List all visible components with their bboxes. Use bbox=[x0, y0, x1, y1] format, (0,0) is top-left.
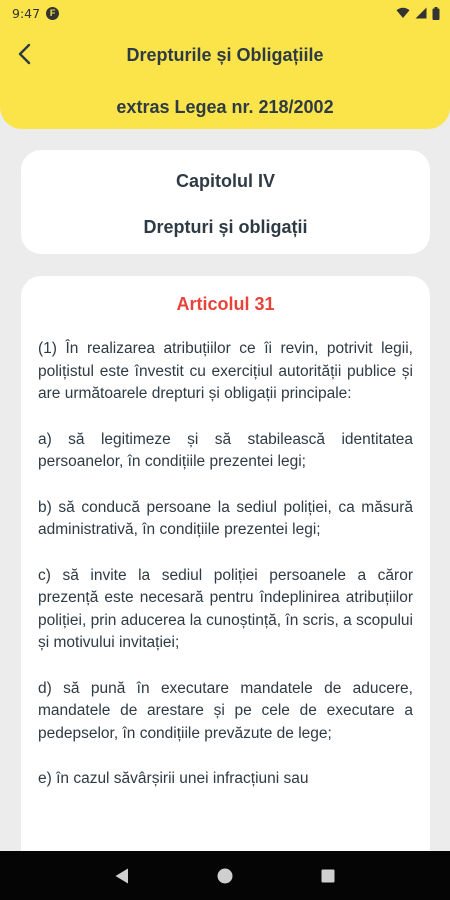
status-time: 9:47 bbox=[12, 5, 41, 21]
app-header bbox=[0, 26, 450, 129]
article-paragraph: a) să legitimeze și să stabilească identitatea persoanelor, în condițiile prezentei legi; bbox=[38, 430, 413, 470]
article-paragraph: (1) În realizarea atribuțiilor ce îi revin, potrivit legii, polițistul este învestit cu exercițiul autorității publice și are următoarele drepturi și obligații principale: bbox=[38, 340, 413, 402]
article-paragraph: d) să pună în executare mandatele de aducere, mandatele de arestare și pe cele de executare a pedepselor, în condițiile prevăzute de lege; bbox=[38, 679, 413, 742]
page-title: Drepturile și Obligațiile bbox=[126, 45, 324, 65]
battery-icon bbox=[432, 7, 440, 20]
article-paragraph: b) să conducă persoane la sediul poliției, ca măsură administrativă, în condițiile prezentei legi; bbox=[38, 498, 413, 538]
chapter-card bbox=[21, 150, 430, 254]
nav-back-button[interactable] bbox=[102, 856, 142, 896]
article-card bbox=[21, 276, 430, 900]
status-bar bbox=[0, 0, 450, 26]
circle-home-icon bbox=[217, 868, 233, 884]
square-recents-icon bbox=[321, 869, 335, 883]
triangle-back-icon bbox=[114, 867, 130, 885]
cell-signal-icon bbox=[415, 7, 427, 19]
system-nav-bar bbox=[0, 851, 450, 900]
chapter-number: Capitolul IV bbox=[176, 171, 275, 191]
chapter-name: Drepturi și obligații bbox=[143, 217, 308, 237]
wifi-icon bbox=[396, 7, 410, 19]
app-notification-icon: F bbox=[46, 7, 59, 20]
article-paragraph: c) să invite la sediul poliției persoanele a căror prezență este necesară pentru îndeplinirea atribuțiilor poliției, prin aducerea la cunoștință, în scris, a scopului și motivului invitației; bbox=[38, 566, 413, 651]
nav-home-button[interactable] bbox=[205, 856, 245, 896]
status-right bbox=[396, 7, 440, 20]
article-paragraph: e) în cazul săvârșirii unei infracțiuni sau bbox=[38, 770, 309, 787]
article-title: Articolul 31 bbox=[176, 294, 275, 314]
page-subtitle: extras Legea nr. 218/2002 bbox=[116, 97, 334, 117]
status-left bbox=[12, 6, 59, 21]
nav-recents-button[interactable] bbox=[308, 856, 348, 896]
